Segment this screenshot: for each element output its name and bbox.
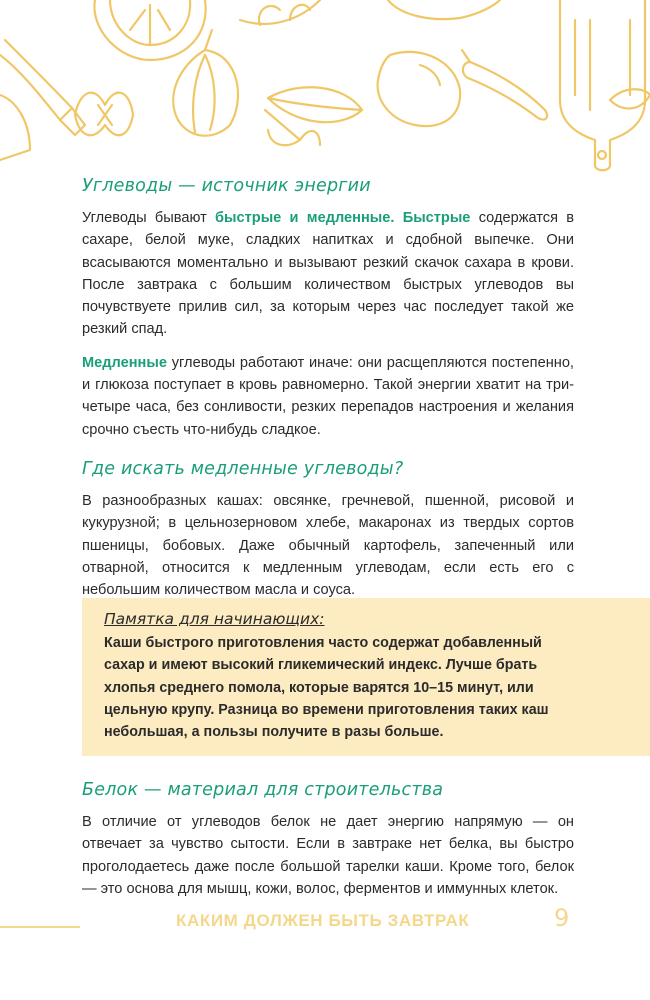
page-number: 9 — [554, 904, 570, 932]
protein-heading: Белок — материал для строительства — [82, 780, 444, 800]
plate-rim-icon — [388, 0, 500, 19]
footer-chapter-title: КАКИМ ДОЛЖЕН БЫТЬ ЗАВТРАК — [176, 911, 470, 930]
cutting-board-icon — [560, 0, 645, 170]
carbs-paragraph-1 — [82, 207, 574, 341]
protein-section — [82, 780, 574, 900]
lemon-slice-icon — [0, 95, 30, 160]
farfalle-pasta-icon — [75, 93, 133, 136]
chili-pepper-icon — [462, 50, 547, 120]
carbs-p1-text-2: содержатся в сахаре, белой муке, сладких напитках и сдобной выпечке. Они всасываются моментально и вызывают резкий скачок сахара в крови. После завтрака с большим количеством быстрых углеводов вы почувствуете прилив сил, за которым через час последует такой же резкий спад. — [82, 210, 574, 338]
parsley-icon — [240, 0, 320, 145]
footer-divider — [0, 926, 80, 928]
protein-paragraph: В отличие от углеводов белок не дает энергию напрямую — он отвечает за чувство сытости. Если в завтраке нет белка, вы быстро проголодаетесь даже после большой тарелки каши. Кроме того, белок — это основа для мышц, кожи, волос, ферментов и иммунных клеток. — [82, 814, 574, 897]
memo-content — [104, 610, 574, 743]
carbs-p1-highlight: быстрые и медленные. Быстрые — [215, 210, 471, 226]
carbs-paragraph-2 — [82, 352, 574, 441]
main-content — [82, 172, 574, 601]
carbs-p2-text: углеводы работают иначе: они расщепляются постепенно, и глюкоза поступает в кровь равномерно. Такой энергии хватит на три-четыре часа, без сонливости, резких перепадов настроения и желания срочно съесть что-нибудь сладкое. — [82, 354, 574, 438]
egg-icon — [378, 52, 461, 126]
carbs-p1-text-1: Углеводы бывают — [82, 210, 216, 226]
where-paragraph: В разнообразных кашах: овсянке, гречневой, пшенной, рисовой и кукурузной; в цельнозерновом хлебе, макаронах из твердых сортов пшеницы, бобовых. Даже обычный картофель, запеченный или отварной, относится к медленным углеводам, если есть его с небольшим количеством масла и соуса. — [82, 492, 574, 599]
carbs-p2-highlight: Медленные — [82, 354, 167, 371]
tomato-half-icon — [94, 0, 205, 60]
onion-icon — [173, 30, 238, 136]
carbs-heading: Углеводы — источник энергии — [82, 176, 371, 196]
food-illustration-header — [0, 0, 650, 175]
memo-box — [82, 598, 650, 756]
whisk-icon — [0, 40, 85, 135]
basil-leaf-icon — [268, 87, 362, 122]
memo-title: Памятка для начинающих: — [104, 610, 325, 628]
where-heading: Где искать медленные углеводы? — [82, 458, 404, 479]
memo-text: Каши быстрого приготовления часто содержат добавленный сахар и имеют высокий гликемический индекс. Лучше брать хлопья среднего помола, которые варятся 10–15 минут, или цельную крупу. Разница во времени приготовления таких каш небольшая, а пользы получите в разы больше. — [104, 635, 549, 741]
